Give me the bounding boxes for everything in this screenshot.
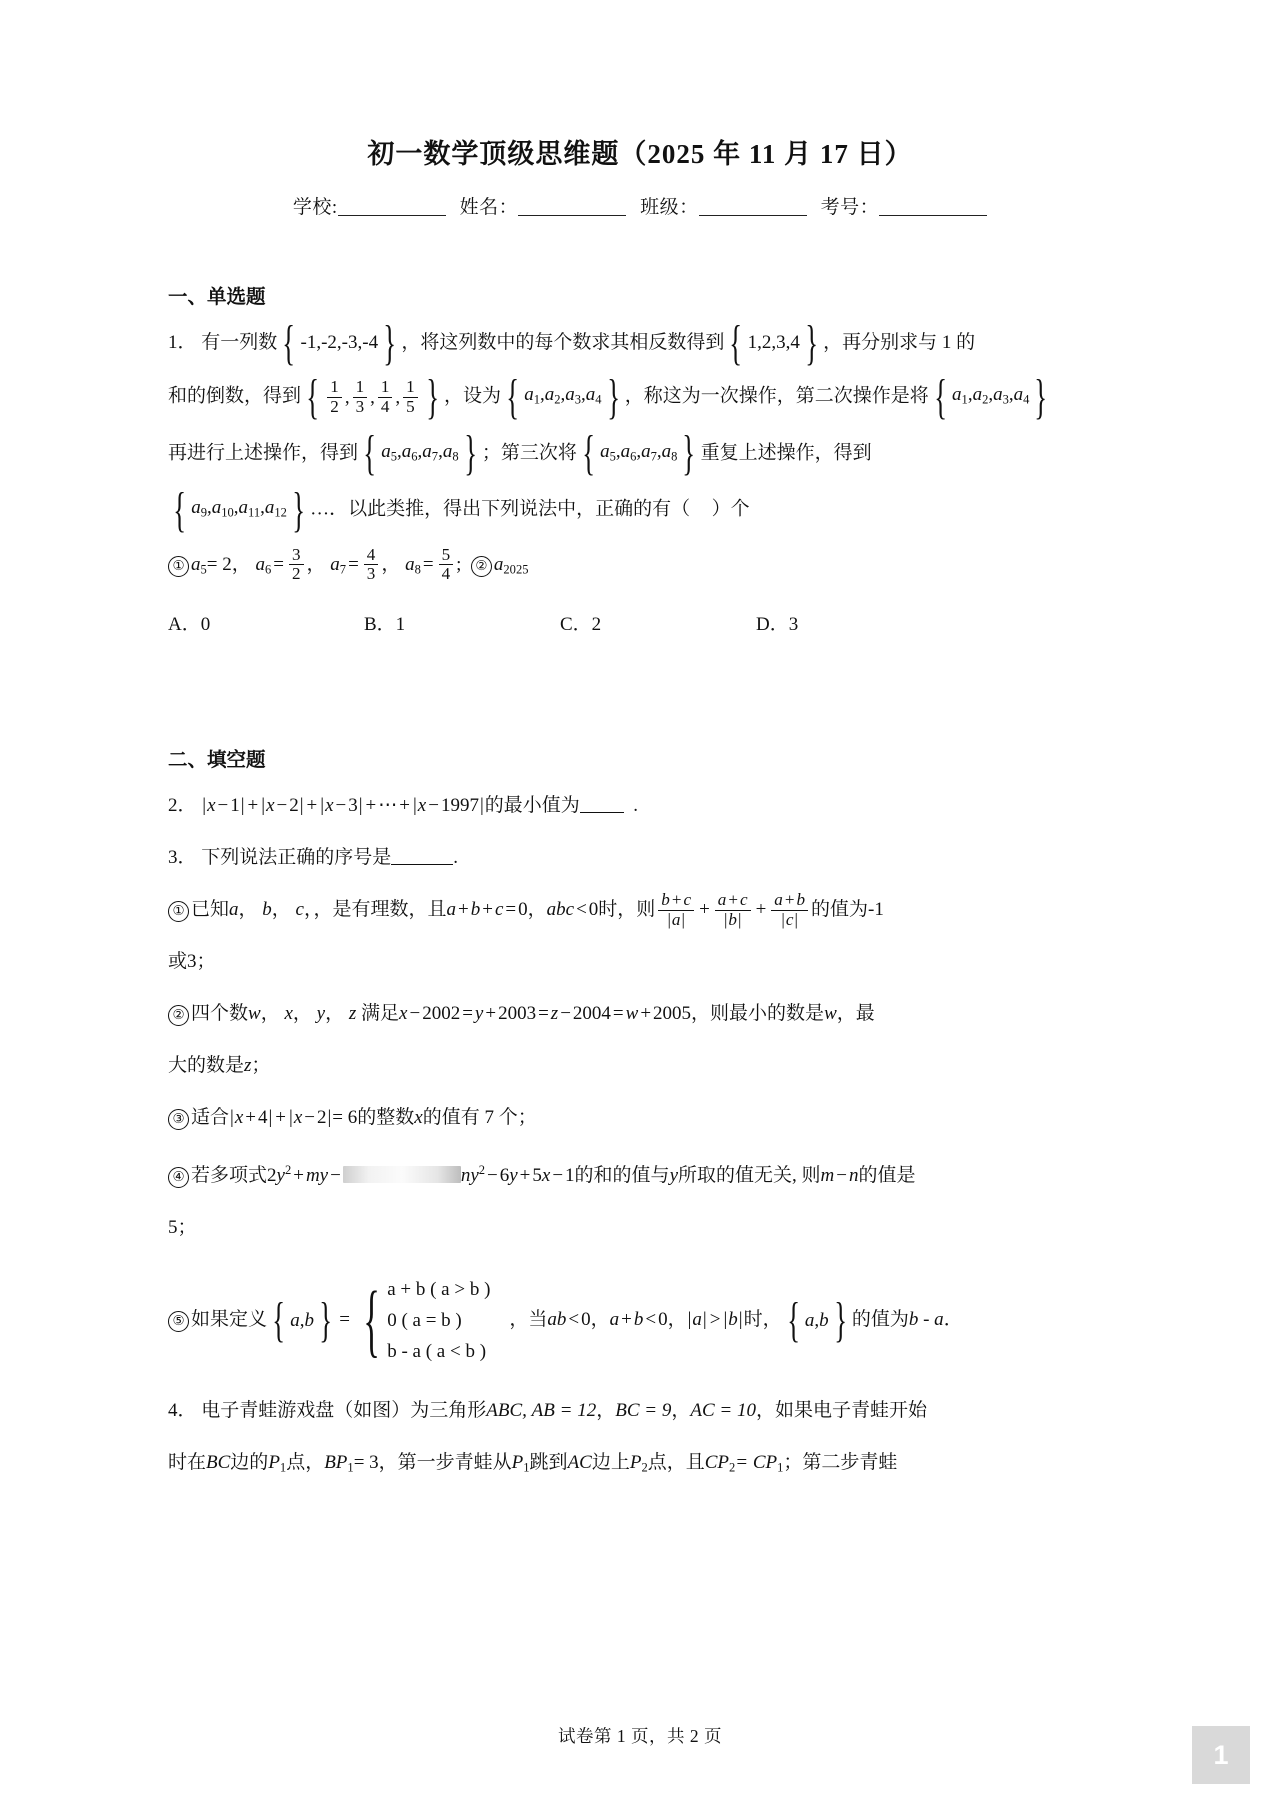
q3-item-5-marker: ⑤: [168, 1311, 189, 1332]
question-4-line-2: 时在BC边的$P_1$点，$BP_1= 3$，第一步青蛙从$P_1$跳到AC边上$P_2$点，且$CP_2= CP_1$；第二步青蛙: [168, 1452, 898, 1475]
q4-l2-b: 边的: [230, 1452, 269, 1474]
q1-frac-2: $\frac{1}{3}$: [353, 378, 368, 416]
q3-i3-text-c: 的整数: [357, 1107, 415, 1129]
question-1-statements: ① $a_5= 2$， $a_6$ = $\frac{3}{2}$ ， $a_7$ = $\frac{4}{3}$ ， $a_8$ = $\frac{5}{4}$ ; ② $a_{2025}$: [168, 539, 1115, 596]
q3-i3-text-d: 的值有 7 个；: [422, 1107, 537, 1129]
q3-i4-text-b: 的和的值与: [574, 1165, 670, 1187]
q4-ab: AB = 12: [531, 1400, 597, 1422]
q3-i1-text-a: 已知: [191, 899, 230, 921]
q1-set-2: { 1,2,3,4 }: [729, 316, 818, 370]
q4-bc: BC = 9: [615, 1400, 672, 1422]
choice-b[interactable]: B．1: [364, 614, 406, 636]
q3-item-1-marker: ①: [168, 901, 189, 922]
class-blank[interactable]: [699, 215, 807, 216]
q1-line2-text-b: ，设为: [443, 386, 501, 407]
q1-set-2-value: 1,2,3,4: [747, 332, 800, 354]
school-label: 学校:: [292, 196, 338, 218]
section-heading-1: 一、单选题: [168, 286, 266, 308]
page-title: 初一数学顶级思维题（2025 年 11 月 17 日）: [367, 139, 913, 169]
q3-i5-case-1: a + b ( a > b ): [387, 1279, 491, 1301]
question-4-line-1: [168, 1385, 1115, 1437]
q1-number: 1．: [168, 331, 197, 353]
q3-i4-text-a: 若多项式: [191, 1165, 268, 1187]
question-1-choices: [168, 609, 1115, 636]
q4-ac: AC = 10: [690, 1400, 756, 1422]
student-info-line: [0, 192, 1280, 219]
q3-i5-text-c: ，: [590, 1309, 610, 1331]
q4-p1: P: [268, 1452, 280, 1474]
q3-i5-piecewise: { a + b ( a > b ) 0 ( a = b ) b - a ( a < b ): [363, 1274, 491, 1366]
q3-i1-text-c: ，: [527, 899, 547, 921]
q4-number: 4．: [168, 1400, 197, 1422]
q3-i1-text-e: 的值为: [811, 899, 869, 921]
q3-item-3: ③ 适合|x + 4| + |x − 2|= 6的整数x的值有 7 个；: [168, 1092, 1115, 1144]
q4-l2-c: 点，: [286, 1452, 325, 1474]
q1-text-b: ，将这列数中的每个数求其相反数得到: [401, 331, 725, 353]
q3-i2-text-f: ；: [251, 1055, 271, 1077]
q4-l2-e: 跳到: [529, 1452, 568, 1474]
q4-l2-ac: AC: [567, 1452, 592, 1474]
q1-line3-text-b: ；第三次将: [481, 442, 577, 464]
q3-item-3-marker: ③: [168, 1109, 189, 1130]
q1-seq-a1a4-b: { $a_1,a_2,a_3,a_4$ }: [934, 370, 1048, 424]
exam-content: [168, 281, 1115, 1494]
q3-i5-set-ab: { a,b }: [272, 1293, 333, 1347]
q3-i5-period: ．: [943, 1309, 963, 1331]
q3-i1-frac-3: $\frac{a + b}{|c|}$: [771, 891, 808, 929]
q3-i5-abs-a: a: [692, 1309, 702, 1331]
q3-i1-value-2: 3: [187, 951, 197, 973]
question-1-line-1: [168, 317, 1115, 370]
q4-l2-a: 时在: [168, 1452, 207, 1474]
school-blank[interactable]: [338, 215, 446, 216]
q3-item-2-line-2: 大的数是z；: [168, 1055, 271, 1077]
page-number-badge: 1: [1192, 1726, 1250, 1784]
q4-cp2-eq: = CP: [735, 1452, 778, 1474]
statement-1-marker: ①: [168, 556, 189, 577]
q4-bp1: BP: [324, 1452, 348, 1474]
q3-i1-frac-2: $\frac{a + c}{|b|}$: [715, 891, 751, 929]
q3-i4-text-e: ；: [177, 1217, 197, 1239]
q3-i2-text-a: 四个数: [191, 1003, 249, 1025]
q3-i5-text-b: ，当: [509, 1309, 548, 1331]
q3-period: .: [453, 847, 459, 869]
q1-line2-text-c: ，称这为一次操作，第二次操作是将: [624, 386, 929, 407]
q3-i4-text-c: 所取的值无关, 则: [678, 1165, 821, 1187]
q3-i4-sup-1: 2: [284, 1163, 292, 1178]
q1-fraction-set: { $\frac{1}{2}$ , $\frac{1}{3}$ , $\frac{1}{4}$ , $\frac{1}{5}$ }: [306, 370, 439, 424]
q3-i2-text-c: ，则最小的数是: [691, 1003, 825, 1025]
q3-i4-value: 5: [168, 1217, 178, 1239]
name-label: 姓名：: [459, 196, 519, 218]
q1-seq-a5a8-b: { $a_5,a_6,a_7,a_8$ }: [582, 427, 696, 481]
q3-i2-text-d: ，最: [836, 1003, 875, 1025]
q3-i5-case-3: b - a ( a < b ): [387, 1341, 487, 1363]
q3-i5-text-e: 时，: [743, 1309, 782, 1331]
page-footer: 试卷第 1 页，共 2 页: [558, 1726, 722, 1746]
q1-line2-text-a: 和的倒数，得到: [168, 386, 302, 407]
name-blank[interactable]: [518, 215, 626, 216]
q4-triangle-abc: ABC,: [486, 1400, 527, 1422]
q1-frac-1: $\frac{1}{2}$: [327, 378, 342, 416]
q3-i5-text-d: ，: [667, 1309, 687, 1331]
q4-text-1: 电子青蛙游戏盘（如图）为三角形: [201, 1400, 487, 1422]
examid-label: 考号：: [820, 196, 880, 218]
q3-i5-abs-b: b: [728, 1309, 738, 1331]
q3-stem-text: 下列说法正确的序号是: [201, 847, 392, 869]
q3-i5-case-2: 0 ( a = b ): [387, 1310, 462, 1332]
q3-i1-value-1: -1: [868, 899, 884, 921]
q3-i5-text-f: 的值为: [851, 1309, 909, 1331]
q1-a7-frac: $\frac{4}{3}$: [364, 546, 379, 584]
q1-line3-text-a: 再进行上述操作，得到: [168, 442, 359, 464]
q3-i5-equals: =: [339, 1309, 350, 1331]
q3-item-2-marker: ②: [168, 1005, 189, 1026]
q3-item-2-line-1: ② 四个数w， x， y， z 满足x − 2002 = y + 2003 = z − 2004 = w + 2005，则最小的数是w，最: [168, 988, 1115, 1040]
q1-seq-a5a8: { $a_5,a_6,a_7,a_8$ }: [363, 427, 477, 481]
erased-smudge: [343, 1166, 461, 1183]
q1-seq-a9a12: { $a_9,a_{10},a_{11},a_{12}$ }: [173, 483, 305, 537]
q1-text-a: 有一列数: [201, 331, 278, 353]
q1-set-1-value: -1,-2,-3,-4: [300, 332, 379, 354]
q4-comma-1: ，: [596, 1400, 616, 1422]
q4-l2-d: ，第一步青蛙从: [378, 1452, 512, 1474]
q4-l2-f: 边上: [591, 1452, 630, 1474]
question-2: 2． |x − 1| + |x − 2| + |x − 3| + ⋯ + |x − 1997|的最小值为 .: [168, 795, 639, 817]
q1-line4-text-b: …．以此类推，得出下列说法中，正确的有（: [310, 499, 691, 520]
question-3-stem: [168, 832, 1115, 884]
class-label: 班级：: [640, 196, 699, 218]
q3-i5-value: b - a: [908, 1309, 944, 1331]
q1-text-c: ，再分别求与 1 的: [823, 331, 976, 353]
q3-item-4-marker: ④: [168, 1167, 189, 1188]
q1-a8-frac: $\frac{5}{4}$: [439, 546, 454, 584]
q3-i5-gt: >: [709, 1309, 721, 1331]
q3-item-5: ⑤ 如果定义 { a,b } = { a + b ( a > b ) 0 ( a = b ) b - a ( a < b ) ，当ab < 0，a + b < 0，|a| > |b|时， { a,b } 的值为b - a．: [168, 1274, 1115, 1367]
question-1-line-3: [168, 426, 1115, 483]
q1-a5-value: = 2: [206, 553, 232, 575]
q3-i1-text-b: ，是有理数，且: [313, 899, 447, 921]
q1-set-1: { -1,-2,-3,-4 }: [282, 316, 397, 370]
section-heading-2: 二、填空题: [168, 750, 266, 772]
q4-l2-h: ；第二步青蛙: [783, 1452, 898, 1474]
q3-item-1-line-1: ① 已知a， b， c，，是有理数，且a + b + c = 0，abc < 0时，则 $\frac{b + c}{|a|}$ + $\frac{a + c}{|b|}$ + $\frac{a + b}{|c|}$ 的值为-1: [168, 884, 1115, 936]
q4-cp2: CP: [704, 1452, 730, 1474]
q3-i1-text-f: 或: [168, 951, 188, 973]
question-1-line-4: [168, 482, 1115, 539]
statement-2-marker: ②: [471, 556, 492, 577]
q2-tail: 的最小值为: [484, 795, 580, 817]
q3-i2-text-b: 满足: [361, 1003, 400, 1025]
q3-i2-text-e: 大的数是: [168, 1055, 245, 1077]
q3-answer-blank[interactable]: [391, 864, 453, 865]
q1-a6-frac: $\frac{3}{2}$: [289, 546, 304, 584]
q4-text-tail: ，如果电子青蛙开始: [755, 1400, 927, 1422]
q4-l2-g: 点，且: [647, 1452, 705, 1474]
q4-l2-bc: BC: [206, 1452, 231, 1474]
q2-number: 2．: [168, 795, 197, 817]
choice-d[interactable]: D．3: [756, 614, 799, 636]
q3-i5-set-ab-2: { a,b }: [786, 1293, 847, 1347]
choice-a[interactable]: A．0: [168, 614, 211, 636]
q2-answer-blank[interactable]: [580, 812, 624, 813]
question-1-line-2: [168, 369, 1115, 426]
choice-c[interactable]: C．2: [560, 614, 602, 636]
q1-line4-text-c: ）个: [711, 499, 750, 520]
q1-seq-a1a4: { $a_1,a_2,a_3,a_4$ }: [506, 370, 620, 424]
q4-bp1-value: = 3: [353, 1452, 379, 1474]
q3-i4-text-d: 的值是: [858, 1165, 916, 1187]
q3-number: 3．: [168, 847, 197, 869]
q3-i4-sup-2: 2: [478, 1163, 486, 1178]
q3-item-4-line-1: ④ 若多项式$2y^2$ + my − $ny^2 - 6y + 5x - 1$的和的值与y所取的值无关, 则m − n的值是: [168, 1144, 1115, 1202]
q3-i5-text-a: 如果定义: [191, 1309, 268, 1331]
q3-i3-eq: = 6: [332, 1107, 358, 1129]
q1-frac-4: $\frac{1}{5}$: [403, 378, 418, 416]
q1-line3-text-c: 重复上述操作，得到: [700, 442, 872, 464]
q4-p2: P: [629, 1452, 642, 1474]
q3-i1-frac-1: $\frac{b + c}{|a|}$: [658, 891, 694, 929]
q4-comma-2: ，: [671, 1400, 691, 1422]
q3-item-4-line-2: [168, 1202, 1115, 1254]
q2-period: .: [633, 795, 639, 817]
q3-i1-text-d: 时，则: [598, 899, 656, 921]
q3-i1-text-g: ；: [196, 951, 216, 973]
q1-frac-3: $\frac{1}{4}$: [378, 378, 393, 416]
q3-i3-text-a: 适合: [191, 1107, 230, 1129]
examid-blank[interactable]: [879, 215, 987, 216]
q3-item-1-line-2: [168, 936, 1115, 988]
